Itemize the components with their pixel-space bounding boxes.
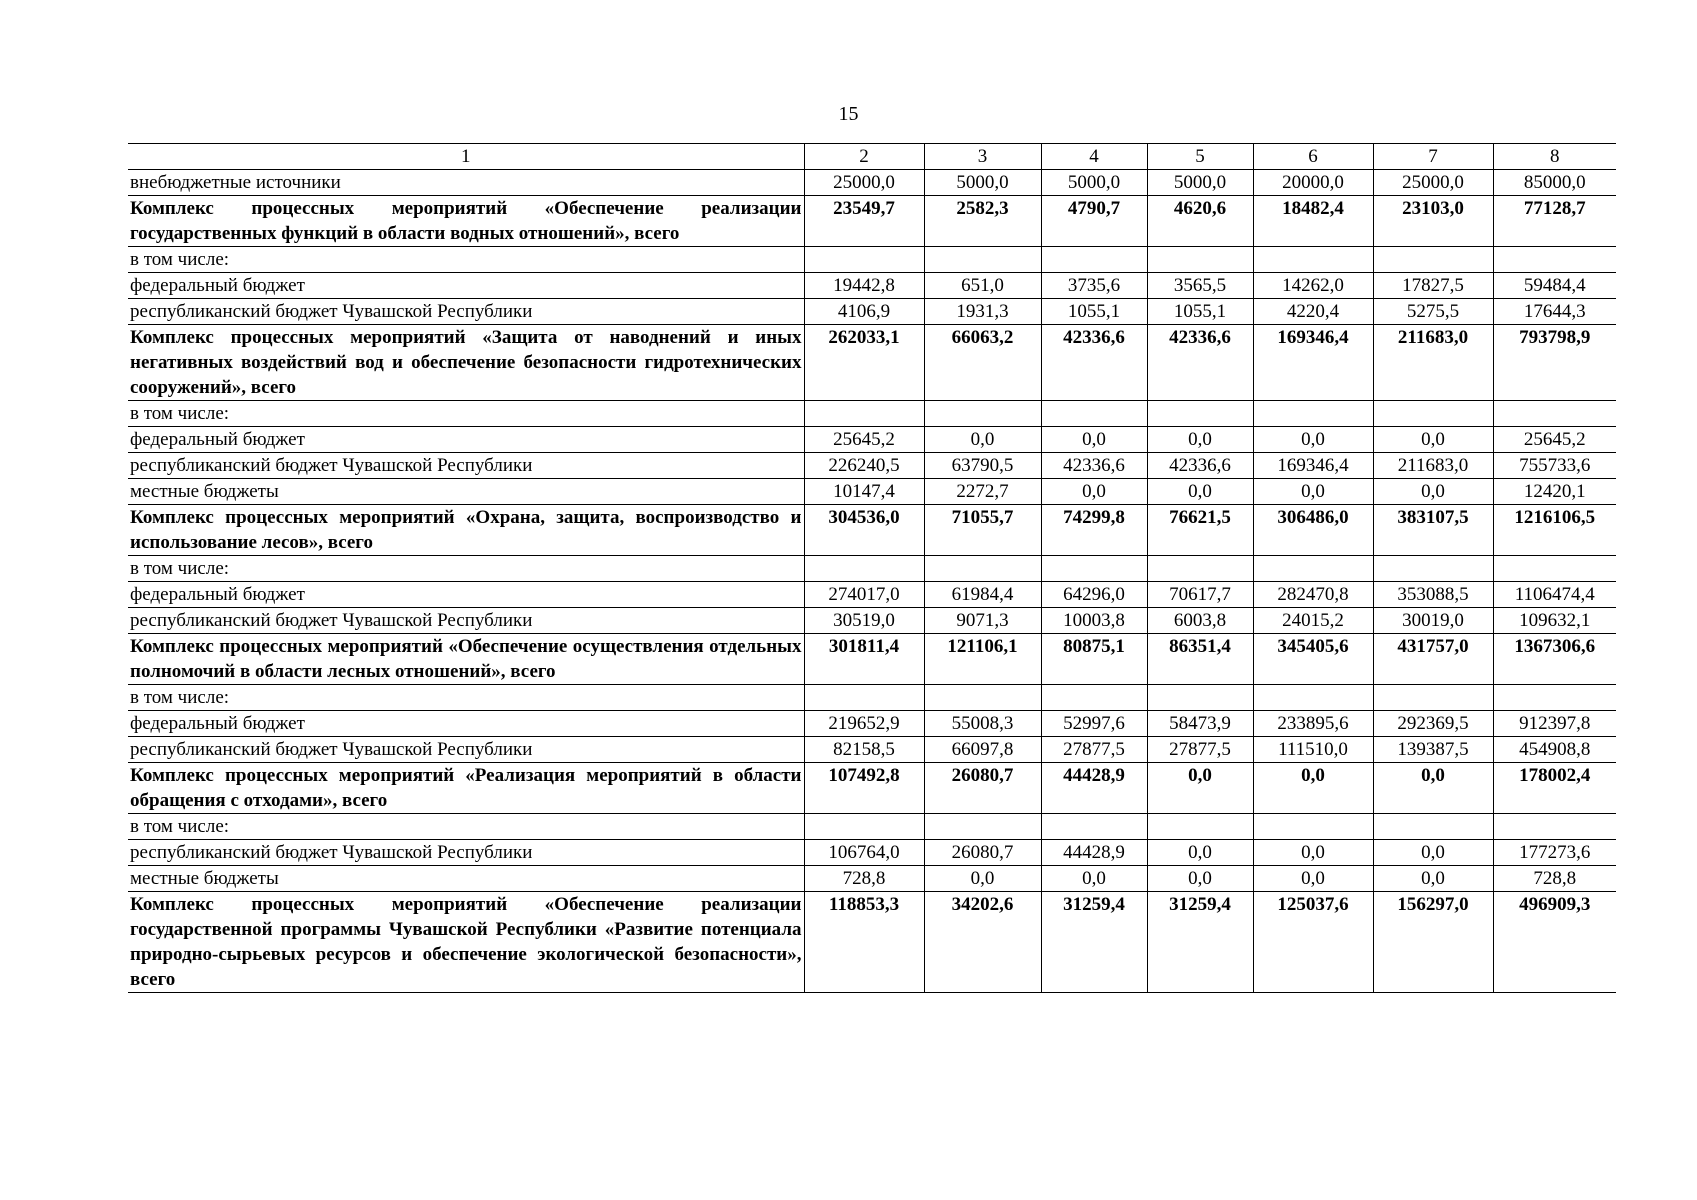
value-cell-col-7: 0,0 <box>1373 479 1493 505</box>
value-cell-col-6: 0,0 <box>1253 427 1373 453</box>
value-cell-col-4: 4790,7 <box>1041 196 1147 247</box>
header-cell-3: 3 <box>924 144 1041 170</box>
header-cell-5: 5 <box>1147 144 1253 170</box>
row-label: Комплекс процессных мероприятий «Реализация мероприятий в области обращения с отходами», всего <box>128 763 804 814</box>
value-cell-col-6: 18482,4 <box>1253 196 1373 247</box>
row-label: республиканский бюджет Чувашской Республики <box>128 737 804 763</box>
value-cell-col-8: 496909,3 <box>1493 892 1616 993</box>
value-cell-col-2: 301811,4 <box>804 634 924 685</box>
table-row <box>128 763 1616 814</box>
row-label: в том числе: <box>128 556 804 582</box>
value-cell-col-7: 0,0 <box>1373 427 1493 453</box>
header-cell-4: 4 <box>1041 144 1147 170</box>
value-cell-col-8: 912397,8 <box>1493 711 1616 737</box>
row-label: Комплекс процессных мероприятий «Обеспечение реализации государственной программы Чувашской Республики «Развитие потенциала природно-сырьевых ресурсов и обеспечение экологической безопасности», всего <box>128 892 804 993</box>
value-cell-col-8: 1106474,4 <box>1493 582 1616 608</box>
header-cell-6: 6 <box>1253 144 1373 170</box>
table-row <box>128 453 1616 479</box>
value-cell-col-5: 42336,6 <box>1147 453 1253 479</box>
value-cell-col-6 <box>1253 556 1373 582</box>
row-label: федеральный бюджет <box>128 273 804 299</box>
value-cell-col-7: 211683,0 <box>1373 325 1493 401</box>
table-row <box>128 866 1616 892</box>
value-cell-col-5: 0,0 <box>1147 763 1253 814</box>
value-cell-col-8: 728,8 <box>1493 866 1616 892</box>
budget-table <box>128 143 1616 993</box>
value-cell-col-6: 0,0 <box>1253 763 1373 814</box>
header-cell-2: 2 <box>804 144 924 170</box>
value-cell-col-5: 42336,6 <box>1147 325 1253 401</box>
value-cell-col-7 <box>1373 247 1493 273</box>
value-cell-col-2: 226240,5 <box>804 453 924 479</box>
value-cell-col-7: 431757,0 <box>1373 634 1493 685</box>
value-cell-col-4: 80875,1 <box>1041 634 1147 685</box>
value-cell-col-2: 25000,0 <box>804 170 924 196</box>
value-cell-col-2 <box>804 401 924 427</box>
value-cell-col-8 <box>1493 247 1616 273</box>
value-cell-col-4: 0,0 <box>1041 866 1147 892</box>
header-cell-1: 1 <box>128 144 804 170</box>
value-cell-col-4: 3735,6 <box>1041 273 1147 299</box>
value-cell-col-3: 1931,3 <box>924 299 1041 325</box>
value-cell-col-3 <box>924 401 1041 427</box>
value-cell-col-8: 454908,8 <box>1493 737 1616 763</box>
value-cell-col-5 <box>1147 685 1253 711</box>
value-cell-col-2: 4106,9 <box>804 299 924 325</box>
value-cell-col-8 <box>1493 556 1616 582</box>
value-cell-col-4: 44428,9 <box>1041 763 1147 814</box>
value-cell-col-4: 5000,0 <box>1041 170 1147 196</box>
row-label: республиканский бюджет Чувашской Республики <box>128 840 804 866</box>
row-label: республиканский бюджет Чувашской Республики <box>128 608 804 634</box>
value-cell-col-5: 58473,9 <box>1147 711 1253 737</box>
value-cell-col-5: 31259,4 <box>1147 892 1253 993</box>
row-label: в том числе: <box>128 814 804 840</box>
value-cell-col-7: 353088,5 <box>1373 582 1493 608</box>
value-cell-col-7: 383107,5 <box>1373 505 1493 556</box>
value-cell-col-2: 118853,3 <box>804 892 924 993</box>
value-cell-col-7: 5275,5 <box>1373 299 1493 325</box>
value-cell-col-7 <box>1373 814 1493 840</box>
row-label: Комплекс процессных мероприятий «Защита от наводнений и иных негативных воздействий вод и обеспечение безопасности гидротехнических сооружений», всего <box>128 325 804 401</box>
table-row <box>128 814 1616 840</box>
value-cell-col-7: 0,0 <box>1373 763 1493 814</box>
value-cell-col-2 <box>804 556 924 582</box>
row-label: внебюджетные источники <box>128 170 804 196</box>
row-label: федеральный бюджет <box>128 711 804 737</box>
value-cell-col-8: 1367306,6 <box>1493 634 1616 685</box>
value-cell-col-2: 25645,2 <box>804 427 924 453</box>
value-cell-col-6 <box>1253 401 1373 427</box>
table-row <box>128 711 1616 737</box>
value-cell-col-3: 0,0 <box>924 866 1041 892</box>
value-cell-col-2: 304536,0 <box>804 505 924 556</box>
value-cell-col-3: 61984,4 <box>924 582 1041 608</box>
header-cell-8: 8 <box>1493 144 1616 170</box>
value-cell-col-3: 26080,7 <box>924 763 1041 814</box>
row-label: в том числе: <box>128 401 804 427</box>
table-row <box>128 840 1616 866</box>
value-cell-col-5: 3565,5 <box>1147 273 1253 299</box>
value-cell-col-8: 85000,0 <box>1493 170 1616 196</box>
value-cell-col-5: 6003,8 <box>1147 608 1253 634</box>
value-cell-col-6: 24015,2 <box>1253 608 1373 634</box>
row-label: федеральный бюджет <box>128 582 804 608</box>
row-label: республиканский бюджет Чувашской Республики <box>128 299 804 325</box>
value-cell-col-8: 77128,7 <box>1493 196 1616 247</box>
value-cell-col-4: 1055,1 <box>1041 299 1147 325</box>
value-cell-col-4: 0,0 <box>1041 479 1147 505</box>
value-cell-col-5: 4620,6 <box>1147 196 1253 247</box>
value-cell-col-8: 793798,9 <box>1493 325 1616 401</box>
value-cell-col-2: 19442,8 <box>804 273 924 299</box>
value-cell-col-3 <box>924 685 1041 711</box>
value-cell-col-8: 12420,1 <box>1493 479 1616 505</box>
table-row <box>128 737 1616 763</box>
value-cell-col-8: 109632,1 <box>1493 608 1616 634</box>
value-cell-col-2 <box>804 247 924 273</box>
value-cell-col-2: 262033,1 <box>804 325 924 401</box>
value-cell-col-7: 25000,0 <box>1373 170 1493 196</box>
value-cell-col-2: 728,8 <box>804 866 924 892</box>
header-row <box>128 144 1616 170</box>
value-cell-col-8 <box>1493 401 1616 427</box>
table-row <box>128 582 1616 608</box>
table-row <box>128 608 1616 634</box>
row-label: федеральный бюджет <box>128 427 804 453</box>
value-cell-col-3: 66063,2 <box>924 325 1041 401</box>
value-cell-col-5: 0,0 <box>1147 479 1253 505</box>
value-cell-col-5: 76621,5 <box>1147 505 1253 556</box>
value-cell-col-5 <box>1147 247 1253 273</box>
page-number: 15 <box>838 103 859 125</box>
row-label: Комплекс процессных мероприятий «Обеспечение реализации государственных функций в области водных отношений», всего <box>128 196 804 247</box>
row-label: в том числе: <box>128 685 804 711</box>
header-cell-7: 7 <box>1373 144 1493 170</box>
value-cell-col-6: 20000,0 <box>1253 170 1373 196</box>
value-cell-col-4 <box>1041 685 1147 711</box>
value-cell-col-7 <box>1373 556 1493 582</box>
value-cell-col-5: 0,0 <box>1147 866 1253 892</box>
value-cell-col-4: 44428,9 <box>1041 840 1147 866</box>
value-cell-col-8: 59484,4 <box>1493 273 1616 299</box>
value-cell-col-5 <box>1147 556 1253 582</box>
value-cell-col-4 <box>1041 814 1147 840</box>
value-cell-col-7: 292369,5 <box>1373 711 1493 737</box>
value-cell-col-4: 74299,8 <box>1041 505 1147 556</box>
value-cell-col-2 <box>804 685 924 711</box>
value-cell-col-7: 17827,5 <box>1373 273 1493 299</box>
value-cell-col-2: 82158,5 <box>804 737 924 763</box>
value-cell-col-2: 30519,0 <box>804 608 924 634</box>
table-row <box>128 325 1616 401</box>
value-cell-col-3 <box>924 556 1041 582</box>
value-cell-col-3: 34202,6 <box>924 892 1041 993</box>
value-cell-col-5 <box>1147 814 1253 840</box>
value-cell-col-5: 0,0 <box>1147 840 1253 866</box>
value-cell-col-4: 0,0 <box>1041 427 1147 453</box>
value-cell-col-8 <box>1493 814 1616 840</box>
value-cell-col-4: 64296,0 <box>1041 582 1147 608</box>
value-cell-col-3: 71055,7 <box>924 505 1041 556</box>
value-cell-col-2: 274017,0 <box>804 582 924 608</box>
table-row <box>128 170 1616 196</box>
value-cell-col-5: 0,0 <box>1147 427 1253 453</box>
row-label: республиканский бюджет Чувашской Республики <box>128 453 804 479</box>
value-cell-col-6 <box>1253 685 1373 711</box>
value-cell-col-2 <box>804 814 924 840</box>
value-cell-col-4 <box>1041 556 1147 582</box>
row-label: Комплекс процессных мероприятий «Обеспечение осуществления отдельных полномочий в области лесных отношений», всего <box>128 634 804 685</box>
value-cell-col-6 <box>1253 814 1373 840</box>
value-cell-col-3: 121106,1 <box>924 634 1041 685</box>
value-cell-col-8: 178002,4 <box>1493 763 1616 814</box>
value-cell-col-8: 755733,6 <box>1493 453 1616 479</box>
value-cell-col-8: 25645,2 <box>1493 427 1616 453</box>
value-cell-col-6: 0,0 <box>1253 479 1373 505</box>
value-cell-col-2: 106764,0 <box>804 840 924 866</box>
value-cell-col-5 <box>1147 401 1253 427</box>
table-row <box>128 427 1616 453</box>
value-cell-col-2: 23549,7 <box>804 196 924 247</box>
value-cell-col-6: 306486,0 <box>1253 505 1373 556</box>
value-cell-col-6: 4220,4 <box>1253 299 1373 325</box>
value-cell-col-2: 10147,4 <box>804 479 924 505</box>
value-cell-col-5: 70617,7 <box>1147 582 1253 608</box>
table-row <box>128 196 1616 247</box>
value-cell-col-4: 31259,4 <box>1041 892 1147 993</box>
value-cell-col-8: 1216106,5 <box>1493 505 1616 556</box>
value-cell-col-4: 42336,6 <box>1041 453 1147 479</box>
value-cell-col-4 <box>1041 247 1147 273</box>
table-row <box>128 892 1616 993</box>
value-cell-col-6: 125037,6 <box>1253 892 1373 993</box>
value-cell-col-6: 169346,4 <box>1253 453 1373 479</box>
value-cell-col-3: 5000,0 <box>924 170 1041 196</box>
row-label: местные бюджеты <box>128 479 804 505</box>
value-cell-col-6 <box>1253 247 1373 273</box>
table-row <box>128 634 1616 685</box>
table-row <box>128 401 1616 427</box>
value-cell-col-6: 111510,0 <box>1253 737 1373 763</box>
value-cell-col-6: 0,0 <box>1253 866 1373 892</box>
value-cell-col-6: 169346,4 <box>1253 325 1373 401</box>
value-cell-col-3 <box>924 247 1041 273</box>
table-body <box>128 170 1616 993</box>
value-cell-col-6: 0,0 <box>1253 840 1373 866</box>
value-cell-col-7: 211683,0 <box>1373 453 1493 479</box>
value-cell-col-7: 0,0 <box>1373 866 1493 892</box>
row-label: местные бюджеты <box>128 866 804 892</box>
table-row <box>128 299 1616 325</box>
value-cell-col-7 <box>1373 401 1493 427</box>
value-cell-col-8 <box>1493 685 1616 711</box>
value-cell-col-3: 55008,3 <box>924 711 1041 737</box>
value-cell-col-7 <box>1373 685 1493 711</box>
value-cell-col-5: 5000,0 <box>1147 170 1253 196</box>
value-cell-col-6: 14262,0 <box>1253 273 1373 299</box>
value-cell-col-4: 27877,5 <box>1041 737 1147 763</box>
table-row <box>128 247 1616 273</box>
value-cell-col-3: 66097,8 <box>924 737 1041 763</box>
value-cell-col-3: 63790,5 <box>924 453 1041 479</box>
value-cell-col-7: 30019,0 <box>1373 608 1493 634</box>
value-cell-col-3 <box>924 814 1041 840</box>
value-cell-col-3: 0,0 <box>924 427 1041 453</box>
table-row <box>128 505 1616 556</box>
value-cell-col-4: 52997,6 <box>1041 711 1147 737</box>
value-cell-col-5: 86351,4 <box>1147 634 1253 685</box>
row-label: в том числе: <box>128 247 804 273</box>
value-cell-col-6: 345405,6 <box>1253 634 1373 685</box>
value-cell-col-7: 23103,0 <box>1373 196 1493 247</box>
table-row <box>128 556 1616 582</box>
value-cell-col-3: 9071,3 <box>924 608 1041 634</box>
table-row <box>128 273 1616 299</box>
value-cell-col-8: 177273,6 <box>1493 840 1616 866</box>
value-cell-col-2: 107492,8 <box>804 763 924 814</box>
value-cell-col-3: 2582,3 <box>924 196 1041 247</box>
value-cell-col-7: 139387,5 <box>1373 737 1493 763</box>
value-cell-col-8: 17644,3 <box>1493 299 1616 325</box>
value-cell-col-3: 651,0 <box>924 273 1041 299</box>
value-cell-col-7: 156297,0 <box>1373 892 1493 993</box>
value-cell-col-3: 2272,7 <box>924 479 1041 505</box>
table-row <box>128 479 1616 505</box>
value-cell-col-4 <box>1041 401 1147 427</box>
value-cell-col-6: 233895,6 <box>1253 711 1373 737</box>
value-cell-col-2: 219652,9 <box>804 711 924 737</box>
table-row <box>128 685 1616 711</box>
row-label: Комплекс процессных мероприятий «Охрана, защита, воспроизводство и использование лесов», всего <box>128 505 804 556</box>
value-cell-col-5: 1055,1 <box>1147 299 1253 325</box>
value-cell-col-4: 10003,8 <box>1041 608 1147 634</box>
value-cell-col-7: 0,0 <box>1373 840 1493 866</box>
value-cell-col-4: 42336,6 <box>1041 325 1147 401</box>
value-cell-col-3: 26080,7 <box>924 840 1041 866</box>
value-cell-col-6: 282470,8 <box>1253 582 1373 608</box>
value-cell-col-5: 27877,5 <box>1147 737 1253 763</box>
